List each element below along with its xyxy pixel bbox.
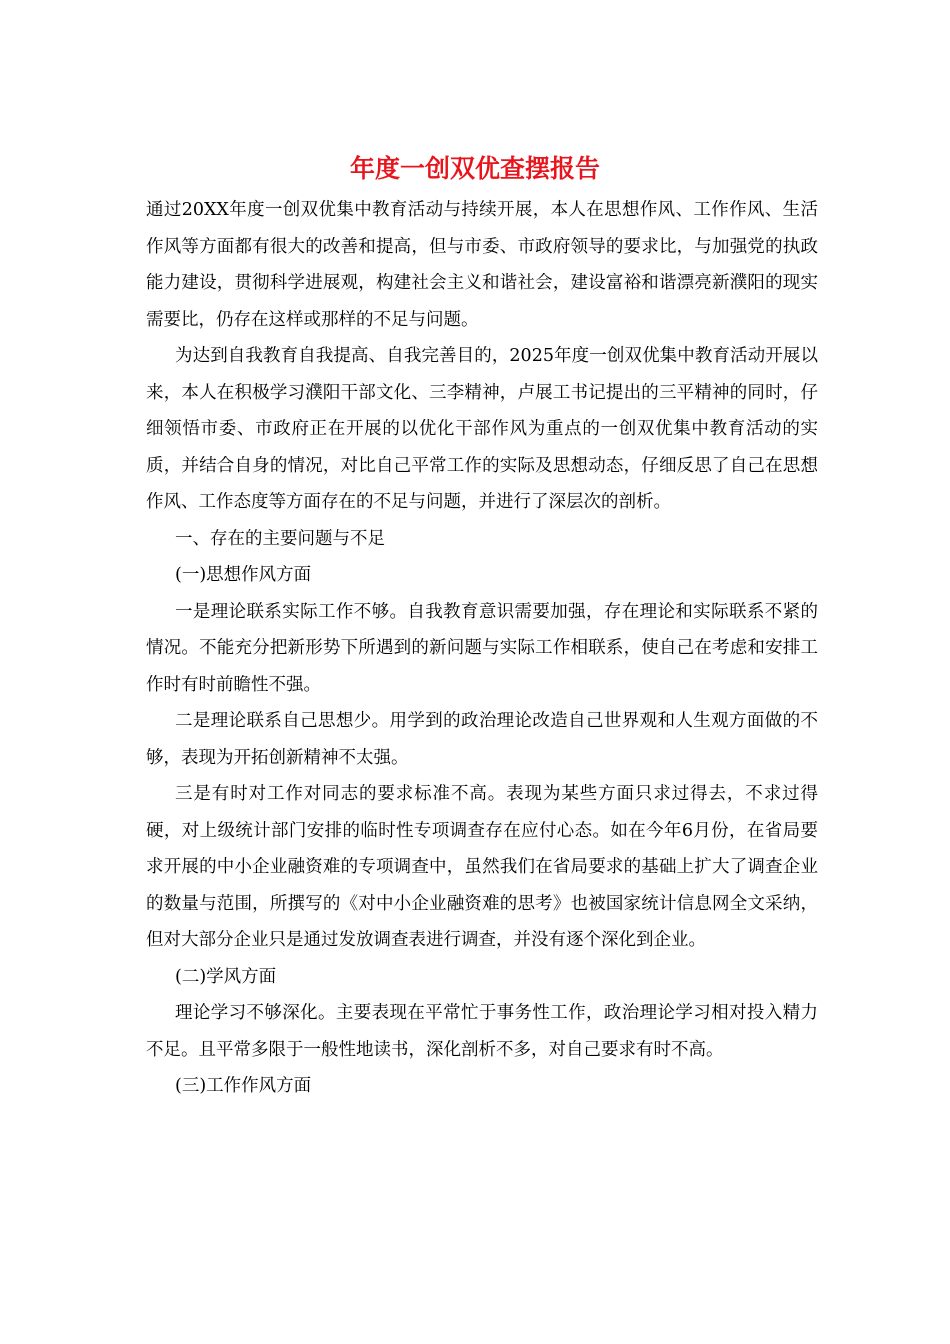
paragraph-purpose: 为达到自我教育自我提高、自我完善目的，2025年度一创双优集中教育活动开展以来，本人在积极学习濮阳干部文化、三李精神，卢展工书记提出的三平精神的同时，仔细领悟市委、市政府正在开展的以优化干部作风为重点的一创双优集中教育活动的实质，并结合自身的情况，对比自己平常工作的实际及思想动态，仔细反思了自己在思想作风、工作态度等方面存在的不足与问题，并进行了深层次的剖析。: [146, 346, 818, 512]
paragraph-point-one: 一是理论联系实际工作不够。自我教育意识需要加强，存在理论和实际联系不紧的情况。不能充分把新形势下所遇到的新问题与实际工作相联系，使自己在考虑和安排工作时有时前瞻性不强。: [146, 601, 818, 695]
subsection-heading-work-style: (三)工作作风方面: [175, 1076, 312, 1096]
subsection-heading-study-style: (二)学风方面: [175, 966, 277, 987]
paragraph-point-three: 三是有时对工作对同志的要求标准不高。表现为某些方面只求过得去，不求过得硬，对上级统计部门安排的临时性专项调查存在应付心态。如在今年6月份，在省局要求开展的中小企业融资难的专项调查中，虽然我们在省局要求的基础上扩大了调查企业的数量与范围，所撰写的《对中小企业融资难的思考》也被国家统计信息网全文采纳，但对大部分企业只是通过发放调查表进行调查，并没有逐个深化到企业。: [146, 784, 818, 950]
paragraph-intro: 通过20XX年度一创双优集中教育活动与持续开展，本人在思想作风、工作作风、生活作风等方面都有很大的改善和提高，但与市委、市政府领导的要求比，与加强党的执政能力建设，贯彻科学进展观，构建社会主义和谐社会，建设富裕和谐漂亮新濮阳的现实需要比，仍存在这样或那样的不足与问题。: [146, 200, 818, 330]
section-heading-main-problems: 一、存在的主要问题与不足: [175, 528, 385, 549]
document-body: [146, 192, 818, 1105]
subsection-heading-thought-style: (一)思想作风方面: [175, 565, 312, 585]
paragraph-point-two: 二是理论联系自己思想少。用学到的政治理论改造自己世界观和人生观方面做的不够，表现为开拓创新精神不太强。: [146, 711, 818, 768]
document-title: 年度一创双优查摆报告: [349, 154, 600, 183]
paragraph-study-style: 理论学习不够深化。主要表现在平常忙于事务性工作，政治理论学习相对投入精力不足。且平常多限于一般性地读书，深化剖析不多，对自己要求有时不高。: [146, 1003, 818, 1060]
